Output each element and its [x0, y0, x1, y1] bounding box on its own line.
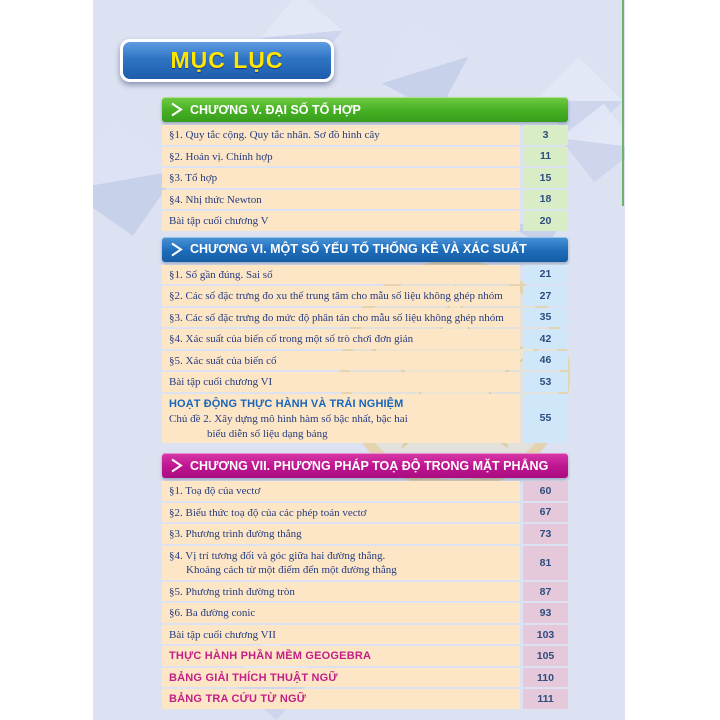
toc-entry-page: 81: [523, 546, 568, 580]
toc-entry-label: §3. Các số đặc trưng đo mức độ phân tán cho mẫu số liệu không ghép nhóm: [162, 308, 520, 328]
toc-entry-label: §4. Xác suất của biến cố trong một số trò chơi đơn giản: [162, 329, 520, 349]
toc-entry-page: 35: [523, 308, 568, 328]
chapter-title: CHƯƠNG VI. MỘT SỐ YẾU TỐ THỐNG KÊ VÀ XÁC SUẤT: [190, 242, 527, 257]
chapter-6-header: [162, 237, 568, 262]
toc-entry-label: §1. Toạ độ của vectơ: [162, 481, 520, 501]
toc-entry-label: §3. Tổ hợp: [162, 168, 520, 188]
toc-entry-page: 60: [523, 481, 568, 501]
toc-row: [162, 524, 568, 544]
toc-row: [162, 265, 568, 285]
toc-entry-page: 111: [523, 689, 568, 709]
toc-entry-page: 15: [523, 168, 568, 188]
toc-row: [162, 372, 568, 392]
toc-entry-label: §2. Hoán vị. Chỉnh hợp: [162, 147, 520, 167]
toc-row: [162, 689, 568, 709]
toc-entry-page: 20: [523, 211, 568, 231]
toc-row: [162, 546, 568, 580]
toc-row: [162, 329, 568, 349]
toc-entry-label: §4. Nhị thức Newton: [162, 190, 520, 210]
book-page: [93, 0, 625, 720]
chevron-right-icon: [170, 242, 183, 257]
toc-row: [162, 147, 568, 167]
appendix-entry-label: BẢNG GIẢI THÍCH THUẬT NGỮ: [162, 668, 520, 688]
toc-entry-label: §2. Biểu thức toạ độ của các phép toán vectơ: [162, 503, 520, 523]
chapter-5-section: [162, 97, 568, 231]
toc-entry-page: 93: [523, 603, 568, 623]
toc-row-activity: [162, 394, 568, 444]
toc-entry-label: §1. Quy tắc cộng. Quy tắc nhân. Sơ đồ hình cây: [162, 125, 520, 145]
toc-content: [162, 97, 568, 715]
toc-entry-label: [162, 546, 520, 580]
activity-line2: biểu diễn số liệu dạng bảng: [207, 427, 328, 440]
toc-entry-page: 21: [523, 265, 568, 285]
toc-entry-page: 18: [523, 190, 568, 210]
toc-row: [162, 646, 568, 666]
chapter-7-section: [162, 453, 568, 709]
toc-entry-label: §2. Các số đặc trưng đo xu thế trung tâm cho mẫu số liệu không ghép nhóm: [162, 286, 520, 306]
appendix-entry-label: THỰC HÀNH PHẦN MỀM GEOGEBRA: [162, 646, 520, 666]
toc-entry-page: 46: [523, 351, 568, 371]
toc-entry-page: 3: [523, 125, 568, 145]
toc-entry-label: §6. Ba đường conic: [162, 603, 520, 623]
toc-entry-page: 110: [523, 668, 568, 688]
toc-entry-page: 67: [523, 503, 568, 523]
toc-row: [162, 168, 568, 188]
chevron-right-icon: [170, 102, 183, 117]
toc-entry-page: 55: [523, 394, 568, 444]
toc-entry-label: §5. Xác suất của biến cố: [162, 351, 520, 371]
toc-entry-page: 11: [523, 147, 568, 167]
toc-title-button: [120, 39, 334, 82]
toc-entry-label: Bài tập cuối chương VI: [162, 372, 520, 392]
toc-entry-line1: §4. Vị trí tương đối và góc giữa hai đường thẳng.: [169, 549, 386, 562]
toc-entry-label: §5. Phương trình đường tròn: [162, 582, 520, 602]
chapter-title: CHƯƠNG VII. PHƯƠNG PHÁP TOẠ ĐỘ TRONG MẶT PHẲNG: [190, 458, 549, 473]
toc-row: [162, 625, 568, 645]
chevron-right-icon: [170, 458, 183, 473]
activity-line1: Chủ đề 2. Xây dựng mô hình hàm số bậc nhất, bậc hai: [169, 413, 408, 426]
toc-row: [162, 286, 568, 306]
toc-row: [162, 211, 568, 231]
toc-row: [162, 481, 568, 501]
page-edge-line: [622, 0, 624, 206]
toc-row: [162, 190, 568, 210]
toc-entry-label: [162, 394, 520, 444]
toc-row: [162, 668, 568, 688]
toc-row: [162, 582, 568, 602]
appendix-entry-label: BẢNG TRA CỨU TỪ NGỮ: [162, 689, 520, 709]
toc-entry-label: Bài tập cuối chương VII: [162, 625, 520, 645]
toc-row: [162, 603, 568, 623]
chapter-title: CHƯƠNG V. ĐẠI SỐ TỔ HỢP: [190, 102, 361, 117]
appendix-rows: [162, 646, 568, 709]
activity-heading: HOẠT ĐỘNG THỰC HÀNH VÀ TRẢI NGHIỆM: [169, 397, 404, 410]
toc-entry-page: 103: [523, 625, 568, 645]
toc-row: [162, 125, 568, 145]
chapter-5-header: [162, 97, 568, 122]
chapter-6-section: [162, 237, 568, 444]
toc-row: [162, 503, 568, 523]
toc-entry-label: §1. Số gần đúng. Sai số: [162, 265, 520, 285]
toc-row: [162, 351, 568, 371]
chapter-7-header: [162, 453, 568, 478]
toc-entry-page: 42: [523, 329, 568, 349]
toc-entry-label: §3. Phương trình đường thẳng: [162, 524, 520, 544]
toc-row: [162, 308, 568, 328]
toc-entry-line2: Khoảng cách từ một điểm đến một đường thẳng: [186, 564, 397, 577]
toc-entry-page: 73: [523, 524, 568, 544]
toc-entry-page: 27: [523, 286, 568, 306]
page-title: MỤC LỤC: [170, 47, 284, 73]
toc-entry-page: 53: [523, 372, 568, 392]
toc-entry-page: 87: [523, 582, 568, 602]
toc-entry-label: Bài tập cuối chương V: [162, 211, 520, 231]
toc-entry-page: 105: [523, 646, 568, 666]
